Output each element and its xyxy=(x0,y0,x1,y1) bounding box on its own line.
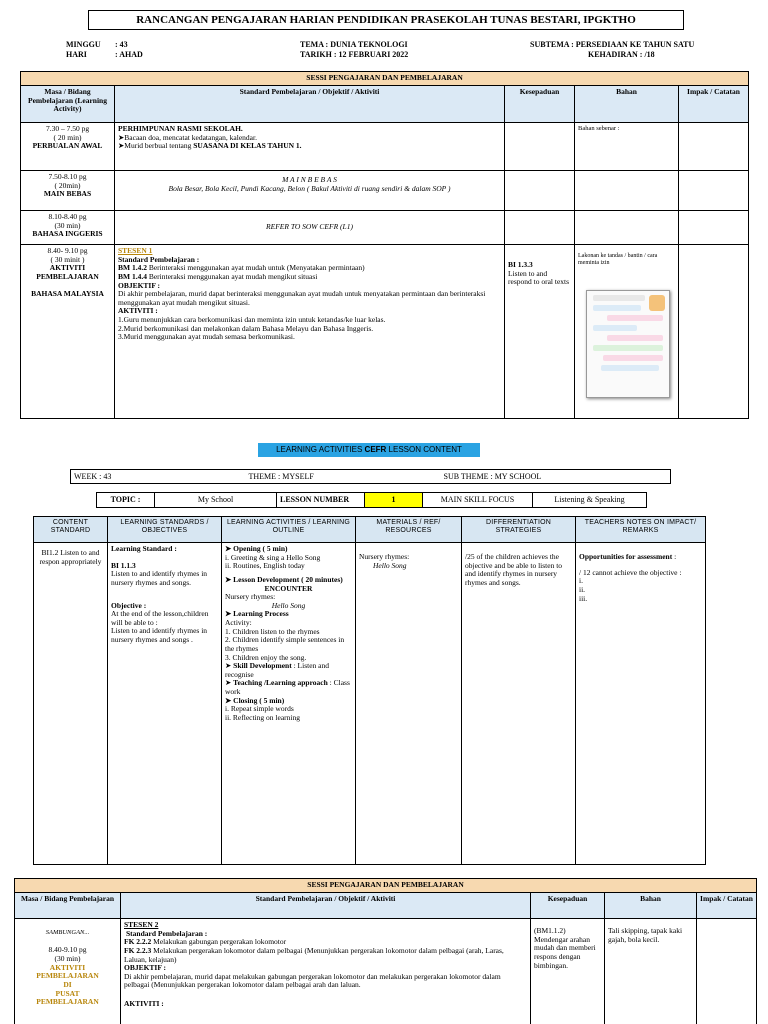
lesson-number-label: LESSON NUMBER xyxy=(277,493,365,508)
objektif-text: Di akhir pembelajaran, murid dapat melakukan gabungan pergerakan lokomotor dan melakukan pergerakan lokomotor dalam pelbagai (Menunjukkan pergerakan lokomotor dalam pelbagai arah dan laluan. xyxy=(124,971,501,990)
character-icon xyxy=(649,295,665,311)
subtema-text: SUBTEMA : PERSEDIAAN KE TAHUN SATU xyxy=(530,40,695,49)
col-kesepaduan: Kesepaduan xyxy=(531,893,605,919)
materials-song: Hello Song xyxy=(373,560,407,570)
row-time: 8.10-8.40 pg xyxy=(48,212,87,221)
cefr-banner: LEARNING ACTIVITIES CEFR LESSON CONTENT xyxy=(258,443,480,457)
cefr-week-table xyxy=(70,469,671,484)
list-item: 3.Murid menggunakan ayat mudah semasa berkomunikasi. xyxy=(118,332,295,342)
table-row: SAMBUNGAN... 8.40-9.10 pg (30 min) AKTIVITI PEMBELAJARAN DI PUSAT PEMBELAJARAN STESEN 2 Standard Pembelajaran : FK 2.2.2 Melakukan gabungan pergerakan lokomotor FK 2.2.3 Melakukan pergerakan lokomotor dalam pelbagai (Menunjukkan pergerakan lokomotor dalam pelbagai (arah, Laras, Laluan, kelajuan) OBJEKTIF : Di akhir pembelajaran, murid dapat melakukan gabungan pergerakan lokomotor dan melakukan pergerakan lokomotor dalam pelbagai (Menunjukkan pergerakan lokomotor dalam pelbagai arah dan laluan. AKTIVITI : (BM1.1.2) Mendengar arahan mudah dan memberi respons dengan bimbingan. Tali skipping, tapak kaki gajah, bola kecil. xyxy=(15,919,757,1024)
sambungan-label: SAMBUNGAN... xyxy=(45,929,90,936)
row-time: 8.40- 9.10 pg xyxy=(47,246,88,255)
aktiviti-label: AKTIVITI : xyxy=(124,999,164,1008)
row-desc: Bola Besar, Bola Kecil, Pundi Kacang, Belon ( Bakul Aktiviti di ruang sendiri & dalam SOP ) xyxy=(168,183,451,193)
row-duration: ( 30 minit ) xyxy=(50,254,85,264)
objektif-text: Di akhir pembelajaran, murid dapat berinteraksi menggunakan ayat mudah untuk menyatakan permintaan dan berinteraksi menggunakan ayat mudah mengikut situasi. xyxy=(118,289,486,307)
col-kesepaduan: Kesepaduan xyxy=(505,86,575,123)
col-masa: Masa / Bidang Pembelajaran (Learning Activity) xyxy=(21,86,115,123)
minggu-value: : 43 xyxy=(115,40,128,49)
col-materials: MATERIALS / REF/ RESOURCES xyxy=(356,517,462,543)
arrow-icon: ➤ xyxy=(225,574,234,584)
list-item: ii. Routines, English today xyxy=(225,561,305,571)
list-item: 2. Children identify simple sentences in the rhymes xyxy=(225,635,345,653)
hari-value: : AHAD xyxy=(115,50,143,59)
table-row: 8.40- 9.10 pg ( 30 minit ) AKTIVITI PEMBELAJARAN BAHASA MALAYSIA STESEN 1 Standard Pembelajaran : BM 1.4.2 Berinteraksi menggunakan ayat mudah untuk (Menyatakan permintaan) BM 1.4.4 Berinteraksi menggunakan ayat mudah mengikut situasi OBJEKTIF : Di akhir pembelajaran, murid dapat berinteraksi menggunakan ayat mudah untuk menyatakan permintaan dan berinteraksi menggunakan ayat mudah mengikut situasi. AKTIVITI : 1.Guru menunjukkan cara berkomunikasi dan meminta izin untuk ketandas/ke luar kelas. 2.Murid berkomunikasi dan melakonkan dalam Bahasa Melayu dan Bahasa Inggeris. 3.Murid menggunakan ayat mudah semasa berkomunikasi. BI 1.3.3 Listen to and respond to oral texts Lakonan ke tandas / bantin / cara meminta izin xyxy=(21,245,749,419)
kesepaduan-text: (BM1.1.2) Mendengar arahan mudah dan memberi respons dengan bimbingan. xyxy=(531,919,605,1024)
session1-heading: SESSI PENGAJARAN DAN PEMBELAJARAN xyxy=(21,72,749,86)
col-impak: Impak / Catatan xyxy=(697,893,757,919)
bahan-text: Lakonan ke tandas / bantin / cara meminta izin xyxy=(578,253,658,266)
row-area: MAIN BEBAS xyxy=(43,189,92,199)
arrow-icon: ➤ xyxy=(118,132,125,142)
row-area: AKTIVITI PEMBELAJARAN xyxy=(36,263,99,281)
skill-focus-label: MAIN SKILL FOCUS xyxy=(423,493,533,508)
worksheet-thumbnail xyxy=(586,290,670,398)
arrow-icon: ➤ xyxy=(225,544,234,553)
ls-text: Listen to and identify rhymes in nursery rhymes and songs. xyxy=(111,569,208,587)
document-title: RANCANGAN PENGAJARAN HARIAN PENDIDIKAN PRASEKOLAH TUNAS BESTARI, IPGKTHO xyxy=(88,10,684,30)
objective-text: At the end of the lesson,children will be able to : xyxy=(111,609,209,627)
list-item: 3. Children enjoy the song. xyxy=(225,652,307,662)
assessment-label: Opportunities for assessment xyxy=(579,552,673,561)
table-row xyxy=(21,211,749,245)
kesepaduan-code: BI 1.3.3 xyxy=(508,260,533,269)
col-differentiation: DIFFERENTIATION STRATEGIES xyxy=(462,517,576,543)
row-title: PERHIMPUNAN RASMI SEKOLAH. xyxy=(118,124,243,133)
encounter-label: ENCOUNTER xyxy=(264,583,313,593)
list-item: 2.Murid berkomunikasi dan melakonkan dalam Bahasa Melayu dan Bahasa Inggeris. xyxy=(118,323,374,333)
row-duration: ( 20 min) xyxy=(53,132,82,142)
arrow-icon: ➤ xyxy=(118,141,125,151)
col-impak: Impak / Catatan xyxy=(679,86,749,123)
cefr-topic-table xyxy=(96,492,647,508)
lesson-number-value: 1 xyxy=(365,493,423,508)
theme-text: THEME : MYSELF xyxy=(246,470,441,484)
assessment-note: / 12 cannot achieve the objective : xyxy=(579,567,682,577)
arrow-icon: ➤ xyxy=(225,661,234,671)
kesepaduan-text: Listen to and respond to oral texts xyxy=(508,268,570,287)
stesen-label: STESEN 1 xyxy=(118,246,153,255)
col-teachers-notes: TEACHERS NOTES ON IMPACT/ REMARKS xyxy=(576,517,706,543)
row-duration: (30 min) xyxy=(54,954,81,964)
row-time: 7.30 – 7.50 pg xyxy=(45,124,90,133)
objektif-label: OBJEKTIF : xyxy=(118,280,161,290)
col-standard: Standard Pembelajaran / Objektif / Aktiviti xyxy=(115,86,505,123)
objective-label: Objective : xyxy=(111,600,147,610)
ls-code: BI 1.1.3 xyxy=(111,560,136,570)
row-duration: ( 20min) xyxy=(54,180,81,190)
differentiation-text: /25 of the children achieves the objective and be able to listen to and identify rhymes in nursery rhymes and songs. xyxy=(462,543,576,865)
arrow-icon: ➤ xyxy=(225,695,234,705)
col-bahan: Bahan xyxy=(605,893,697,919)
hari-label: HARI xyxy=(66,50,87,59)
list-item: 1. Children listen to the rhymes xyxy=(225,626,320,636)
minggu-label: MINGGU xyxy=(66,40,101,49)
col-standard: Standard Pembelajaran / Objektif / Aktiviti xyxy=(121,893,531,919)
song-title: Hello Song xyxy=(271,600,306,610)
objective-text-2: Listen to and identify rhymes in nursery rhymes and songs . xyxy=(111,626,208,644)
nursery-rhymes-label: Nursery rhymes: xyxy=(225,592,276,602)
arrow-icon: ➤ xyxy=(225,609,234,619)
list-item: 1.Guru menunjukkan cara berkomunikasi dan meminta izin untuk ketandas/ke luar kelas. xyxy=(118,315,386,324)
stesen-label: STESEN 2 xyxy=(124,920,159,929)
row-desc: REFER TO SOW CEFR (L1) xyxy=(115,211,505,245)
list-item: ➤Murid berbual tentang SUASANA DI KELAS TAHUN 1. xyxy=(118,141,302,151)
skill-focus-value: Listening & Speaking xyxy=(533,493,647,508)
list-item: i. Repeat simple words xyxy=(225,704,294,714)
row-area: PERBUALAN AWAL xyxy=(32,141,103,151)
kehadiran-text: KEHADIRAN : /18 xyxy=(588,50,655,59)
row-area: BAHASA INGGERIS xyxy=(32,229,103,239)
session2-table xyxy=(14,878,757,1024)
week-text: WEEK : 43 xyxy=(71,470,246,484)
session2-heading: SESSI PENGAJARAN DAN PEMBELAJARAN xyxy=(15,879,757,893)
aktiviti-label: AKTIVITI : xyxy=(118,306,158,316)
objektif-label: OBJEKTIF : xyxy=(124,963,167,973)
row-time: 7.50-8.10 pg xyxy=(48,172,87,181)
topic-label: TOPIC : xyxy=(97,493,155,508)
sp-label: Standard Pembelajaran : xyxy=(126,928,208,938)
sp-label: Standard Pembelajaran : xyxy=(118,254,200,264)
arrow-icon: ➤ xyxy=(225,678,234,688)
bahan-text: Bahan sebenar : xyxy=(575,123,679,171)
table-row: BI1.2 Listen to and respon appropriately Learning Standard : BI 1.1.3 Listen to and identify rhymes in nursery rhymes and songs. Objective : At the end of the lesson,children will be able to : Listen to and identify rhymes in nursery rhymes and songs . ➤ Opening ( 5 min) i. Greeting & sing a Hello Song ii. Routines, English today ➤ Lesson Development ( 20 minutes) ENCOUNTER Nursery rhymes: Hello Song ➤ Learning Process Activity: 1. Children listen to the rhymes 2. Children identify simple sentences in the rhymes 3. Children enjoy the song. ➤ Skill Development : Listen and recognise ➤ Teaching /Learning approach : Class work ➤ Closing ( 5 min) i. Repeat simple words ii. Reflecting on learning Nursery rhymes: Hello Song /25 of the children achieves the objective and be able to listen to and identify rhymes in nursery rhymes and songs. Opportunities for assessment : / 12 cannot achieve the objective : i. ii. iii. xyxy=(34,543,706,865)
list-item: ii. Reflecting on learning xyxy=(225,712,300,722)
table-row xyxy=(21,123,749,171)
activity-label: Activity: xyxy=(225,618,252,627)
row-duration: (30 min) xyxy=(54,220,81,230)
bahan-text: Tali skipping, tapak kaki gajah, bola kecil. xyxy=(605,919,697,1024)
tarikh-text: TARIKH : 12 FEBRUARI 2022 xyxy=(300,50,409,59)
row-title: M A I N B E B A S xyxy=(282,175,337,184)
list-item: ➤Bacaan doa, mencatat kedatangan, kalendar. xyxy=(118,132,257,142)
ls-label: Learning Standard : xyxy=(111,544,177,553)
col-learning-activities: LEARNING ACTIVITIES / LEARNING OUTLINE xyxy=(222,517,356,543)
col-bahan: Bahan xyxy=(575,86,679,123)
list-item: i. Greeting & sing a Hello Song xyxy=(225,552,321,562)
col-learning-standards: LEARNING STANDARDS / OBJECTIVES xyxy=(108,517,222,543)
tema-text: TEMA : DUNIA TEKNOLOGI xyxy=(300,40,408,49)
col-content-standard: CONTENT STANDARD xyxy=(34,517,108,543)
materials-label: Nursery rhymes: xyxy=(359,552,410,561)
col-masa: Masa / Bidang Pembelajaran xyxy=(15,893,121,919)
row-time: 8.40-9.10 pg xyxy=(48,945,87,955)
content-standard-text: BI1.2 Listen to and respon appropriately xyxy=(34,543,108,865)
topic-value: My School xyxy=(155,493,277,508)
row-subject: BAHASA MALAYSIA xyxy=(31,288,104,298)
table-row xyxy=(21,171,749,211)
subtheme-text: SUB THEME : MY SCHOOL xyxy=(441,470,671,484)
row-area: AKTIVITI PEMBELAJARAN xyxy=(36,962,99,981)
cefr-lesson-table xyxy=(33,516,706,865)
